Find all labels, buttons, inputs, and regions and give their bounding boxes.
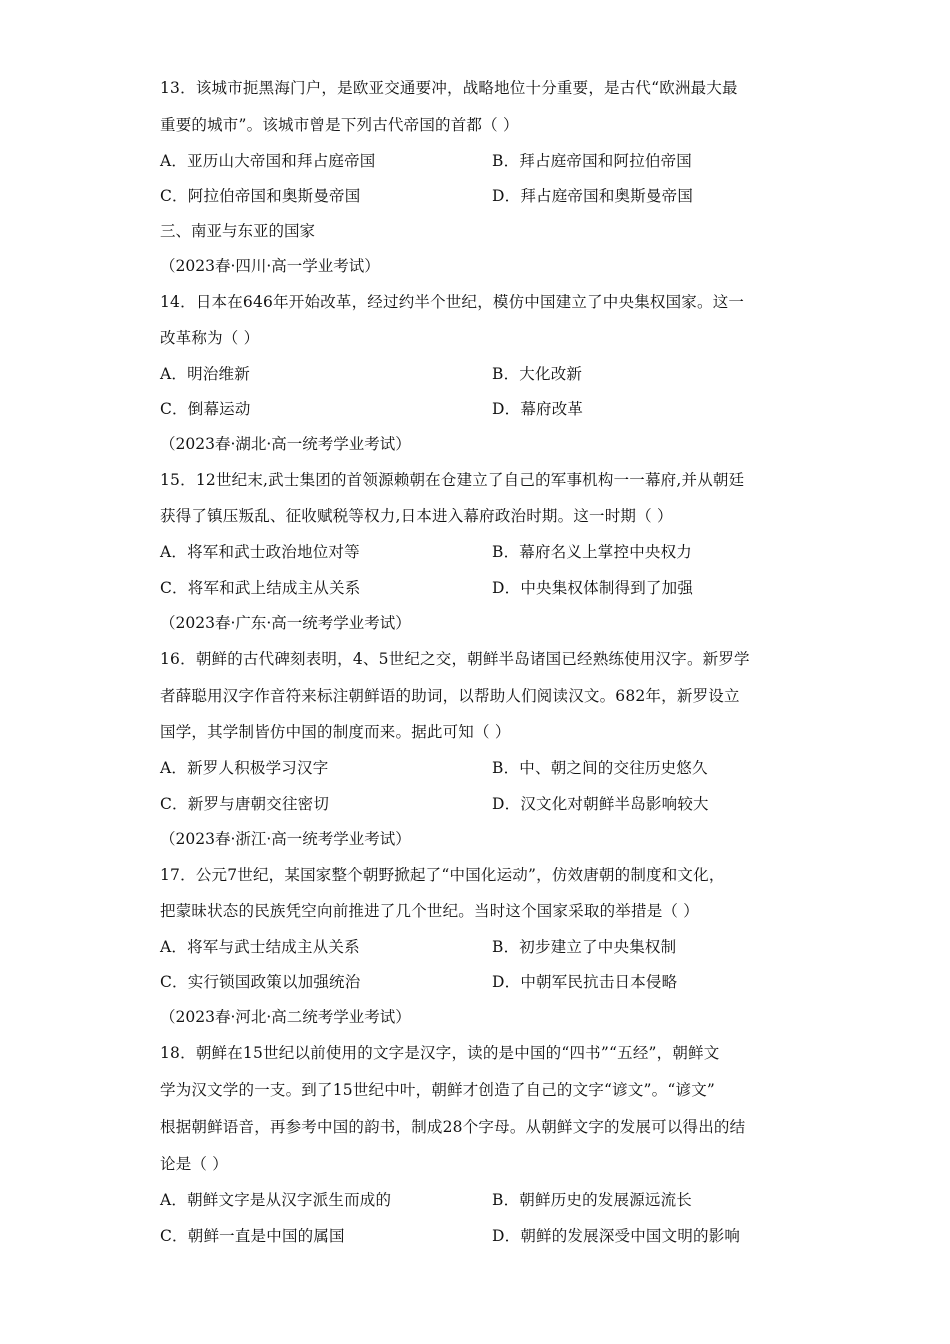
q16-stem-line-3: 国学，其学制皆仿中国的制度而来。据此可知（ ） bbox=[160, 723, 511, 741]
q16-option-b: B．中、朝之间的交往历史悠久 bbox=[492, 759, 708, 777]
q16-option-c: C．新罗与唐朝交往密切 bbox=[160, 795, 330, 813]
q13-option-b: B．拜占庭帝国和阿拉伯帝国 bbox=[492, 152, 692, 170]
q14-option-a: A．明治维新 bbox=[160, 365, 250, 383]
q17-option-a: A．将军与武士结成主从关系 bbox=[160, 938, 360, 956]
q15-option-c: C．将军和武上结成主从关系 bbox=[160, 579, 361, 597]
q17-source: （2023春·浙江·高一统考学业考试） bbox=[160, 830, 411, 848]
q14-option-c: C．倒幕运动 bbox=[160, 400, 251, 418]
q16-stem-line-1: 16．朝鲜的古代碑刻表明，4、5世纪之交，朝鲜半岛诸国已经熟练使用汉字。新罗学 bbox=[160, 650, 750, 668]
q14-stem-line-2: 改革称为（ ） bbox=[160, 329, 260, 347]
q16-option-a: A．新罗人积极学习汉字 bbox=[160, 759, 329, 777]
q16-stem-line-2: 者薛聪用汉字作音符来标注朝鲜语的助词，以帮助人们阅读汉文。682年，新罗设立 bbox=[160, 687, 740, 705]
q13-option-c: C．阿拉伯帝国和奥斯曼帝国 bbox=[160, 187, 361, 205]
q17-option-c: C．实行锁国政策以加强统治 bbox=[160, 973, 361, 991]
q14-option-b: B．大化改新 bbox=[492, 365, 583, 383]
q13-option-d: D．拜占庭帝国和奥斯曼帝国 bbox=[492, 187, 694, 205]
q17-stem-line-1: 17．公元7世纪，某国家整个朝野掀起了“中国化运动”，仿效唐朝的制度和文化， bbox=[160, 866, 725, 884]
q17-option-d: D．中朝军民抗击日本侵略 bbox=[492, 973, 678, 991]
section-heading: 三、南亚与东亚的国家 bbox=[160, 222, 316, 240]
q18-stem-line-1: 18．朝鲜在15世纪以前使用的文字是汉字，读的是中国的“四书”“五经”，朝鲜文 bbox=[160, 1044, 720, 1062]
q16-option-d: D．汉文化对朝鲜半岛影响较大 bbox=[492, 795, 709, 813]
q15-source: （2023春·湖北·高一统考学业考试） bbox=[160, 435, 411, 453]
q14-option-d: D．幕府改革 bbox=[492, 400, 584, 418]
q18-source: （2023春·河北·高二统考学业考试） bbox=[160, 1008, 411, 1026]
q16-source: （2023春·广东·高一统考学业考试） bbox=[160, 614, 411, 632]
q18-option-c: C．朝鲜一直是中国的属国 bbox=[160, 1227, 345, 1245]
q18-option-a: A．朝鲜文字是从汉字派生而成的 bbox=[160, 1191, 392, 1209]
q18-option-b: B．朝鲜历史的发展源远流长 bbox=[492, 1191, 692, 1209]
q18-stem-line-4: 论是（ ） bbox=[160, 1155, 228, 1173]
q13-stem-line-2: 重要的城市”。该城市曾是下列古代帝国的首都（ ） bbox=[160, 116, 519, 134]
q15-stem-line-1: 15．12世纪末,武士集团的首领源赖朝在仓建立了自己的军事机构一一幕府,并从朝廷 bbox=[160, 471, 745, 489]
q13-stem-line-1: 13．该城市扼黑海门户，是欧亚交通要冲，战略地位十分重要，是古代“欧洲最大最 bbox=[160, 79, 738, 97]
q18-stem-line-3: 根据朝鲜语音，再参考中国的韵书，制成28个字母。从朝鲜文字的发展可以得出的结 bbox=[160, 1118, 746, 1136]
q15-option-a: A．将军和武士政治地位对等 bbox=[160, 543, 360, 561]
q14-stem-line-1: 14．日本在646年开始改革，经过约半个世纪，模仿中国建立了中央集权国家。这一 bbox=[160, 293, 745, 311]
q17-stem-line-2: 把蒙昧状态的民族凭空向前推进了几个世纪。当时这个国家采取的举措是（ ） bbox=[160, 902, 699, 920]
q15-option-b: B．幕府名义上掌控中央权力 bbox=[492, 543, 692, 561]
q17-option-b: B．初步建立了中央集权制 bbox=[492, 938, 677, 956]
q15-option-d: D．中央集权体制得到了加强 bbox=[492, 579, 694, 597]
q18-option-d: D．朝鲜的发展深受中国文明的影响 bbox=[492, 1227, 741, 1245]
q15-stem-line-2: 获得了镇压叛乱、征收赋税等权力,日本进入幕府政治时期。这一时期（ ） bbox=[160, 507, 673, 525]
q18-stem-line-2: 学为汉文学的一支。到了15世纪中叶，朝鲜才创造了自己的文字“谚文”。“谚文” bbox=[160, 1081, 716, 1099]
q13-option-a: A．亚历山大帝国和拜占庭帝国 bbox=[160, 152, 376, 170]
q14-source: （2023春·四川·高一学业考试） bbox=[160, 257, 380, 275]
